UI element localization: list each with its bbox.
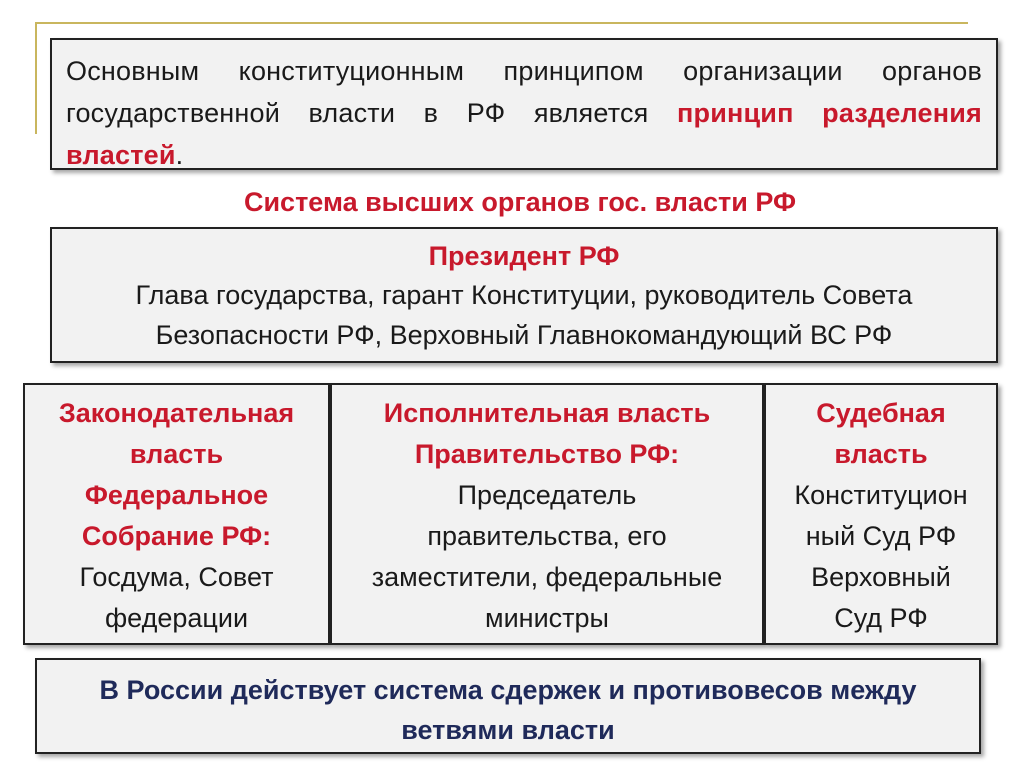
intro-highlight: принцип разделения властей: [66, 98, 983, 170]
legislative-title-line: Собрание РФ:: [81, 521, 272, 551]
legislative-body-line: Госдума, Совет: [79, 562, 274, 592]
bottom-line1: В России действует система сдержек и противовесов между: [99, 675, 917, 705]
executive-title-line: Правительство РФ:: [414, 439, 680, 469]
president-desc-line2: Безопасности РФ, Верховный Главнокомандующий ВС РФ: [155, 320, 893, 350]
executive-body-line: министры: [485, 603, 609, 633]
intro-text: Основным конституционным принципом организации органов государственной власти в РФ является: [66, 56, 982, 128]
judicial-body-line: Конституцион: [794, 480, 968, 510]
intro-box: [50, 38, 998, 170]
legislative-title-line: власть: [129, 439, 224, 469]
legislative-body-line: федерации: [104, 603, 249, 633]
judicial-title-line: власть: [834, 439, 928, 469]
judicial-body-line: Верховный: [811, 562, 951, 592]
legislative-branch-box: [23, 383, 330, 645]
judicial-branch-box: [764, 383, 998, 645]
legislative-title-line: Федеральное: [84, 480, 269, 510]
executive-body-line: правительства, его: [427, 521, 667, 551]
system-title: Система высших органов гос. власти РФ: [243, 187, 797, 217]
judicial-body-line: Суд РФ: [834, 603, 928, 633]
decorative-left-line: [35, 22, 37, 134]
checks-and-balances-box: [35, 658, 981, 754]
judicial-title-line: Судебная: [816, 398, 946, 428]
bottom-line2: ветвями власти: [401, 715, 615, 745]
executive-body-line: Председатель: [457, 480, 637, 510]
president-box: [50, 227, 998, 363]
executive-branch-box: [330, 383, 764, 645]
legislative-title-line: Законодательная: [58, 398, 295, 428]
executive-title-line: Исполнительная власть: [383, 398, 711, 428]
president-title: Президент РФ: [428, 241, 620, 271]
president-desc-line1: Глава государства, гарант Конституции, руководитель Совета: [135, 280, 913, 310]
intro-paragraph: [66, 50, 982, 176]
intro-end: .: [175, 140, 184, 170]
executive-body-line: заместители, федеральные: [371, 562, 723, 592]
decorative-top-line: [35, 22, 968, 24]
judicial-body-line: ный Суд РФ: [805, 521, 957, 551]
